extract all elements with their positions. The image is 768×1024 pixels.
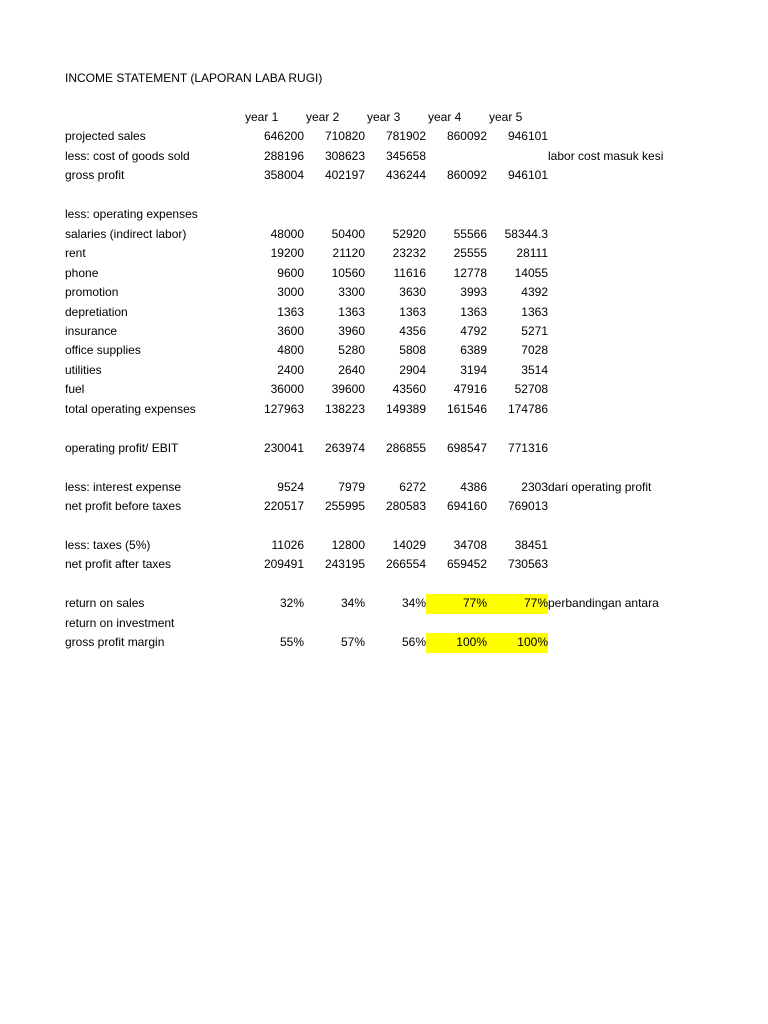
value-cell[interactable]: 946101 <box>507 168 548 183</box>
value-cell[interactable]: 6389 <box>460 343 487 358</box>
table-row <box>0 244 768 264</box>
value-cell[interactable]: 34708 <box>453 537 487 552</box>
value-cell[interactable]: 3630 <box>399 285 426 300</box>
header-row <box>0 108 768 128</box>
value-cell[interactable]: 769013 <box>507 499 548 513</box>
row-label: less: interest expense <box>65 479 182 494</box>
value-cell[interactable]: 161546 <box>446 401 487 416</box>
table-row <box>0 264 768 284</box>
value-cell[interactable]: 25555 <box>453 246 487 261</box>
table-row <box>0 166 768 186</box>
table-row <box>0 536 768 556</box>
row-label: total operating expenses <box>65 401 196 416</box>
row-label: fuel <box>65 382 85 397</box>
value-cell[interactable]: 7979 <box>338 479 365 494</box>
value-cell[interactable]: 946101 <box>507 129 548 144</box>
value-cell[interactable]: 12778 <box>453 265 487 280</box>
value-cell[interactable] <box>487 614 548 634</box>
value-cell[interactable]: 28111 <box>516 246 548 261</box>
table-row <box>0 225 768 245</box>
table-row <box>0 186 768 206</box>
row-label: phone <box>65 265 99 280</box>
row-label: return on sales <box>65 596 145 611</box>
value-cell[interactable]: 77% <box>426 594 487 614</box>
value-cell[interactable]: 10560 <box>331 265 365 280</box>
value-cell[interactable] <box>243 614 304 634</box>
row-label: projected sales <box>65 129 146 144</box>
value-cell[interactable]: 3300 <box>338 285 365 300</box>
value-cell[interactable]: 52708 <box>514 382 548 397</box>
value-cell[interactable]: 2303 <box>521 479 548 494</box>
table-row <box>0 380 768 400</box>
value-cell[interactable] <box>487 516 548 536</box>
table-row <box>0 614 768 634</box>
value-cell[interactable]: 730563 <box>507 557 548 572</box>
row-label: utilities <box>65 362 102 377</box>
table-row <box>0 458 768 478</box>
table-row <box>0 439 768 459</box>
value-cell[interactable]: 100% <box>487 633 548 653</box>
row-label: less: cost of goods sold <box>65 148 190 163</box>
value-cell[interactable]: 3960 <box>338 323 365 338</box>
value-cell[interactable]: 32% <box>279 596 304 611</box>
row-label: insurance <box>65 323 118 338</box>
table-row <box>0 127 768 147</box>
column-header[interactable]: year 5 <box>489 110 523 124</box>
value-cell[interactable] <box>487 458 548 478</box>
value-cell[interactable] <box>304 458 365 478</box>
value-cell[interactable] <box>487 575 548 595</box>
value-cell[interactable]: 280583 <box>385 499 426 513</box>
value-cell[interactable]: 21120 <box>332 246 365 261</box>
value-cell[interactable]: 266554 <box>385 557 426 572</box>
value-cell[interactable]: 436244 <box>385 168 426 183</box>
value-cell[interactable] <box>243 186 304 206</box>
value-cell[interactable]: 47916 <box>453 382 487 397</box>
value-cell[interactable] <box>365 458 426 478</box>
value-cell[interactable]: 3514 <box>521 362 548 377</box>
row-label: less: operating expenses <box>65 207 198 222</box>
row-label: rent <box>65 246 86 261</box>
value-cell[interactable]: 14029 <box>392 537 426 552</box>
value-cell[interactable]: 1363 <box>460 304 487 319</box>
value-cell[interactable]: 3993 <box>460 285 487 300</box>
value-cell[interactable]: 56% <box>401 635 426 650</box>
value-cell[interactable]: 3600 <box>277 323 304 338</box>
side-note: labor cost masuk kesi <box>548 148 664 163</box>
value-cell[interactable]: 38451 <box>514 537 548 552</box>
table-row <box>0 419 768 439</box>
value-cell[interactable] <box>304 516 365 536</box>
value-cell[interactable]: 646200 <box>263 129 304 144</box>
value-cell[interactable] <box>365 516 426 536</box>
value-cell[interactable] <box>426 205 487 225</box>
value-cell[interactable]: 19200 <box>270 246 304 261</box>
value-cell[interactable]: 6272 <box>399 479 426 494</box>
value-cell[interactable]: 3000 <box>277 285 304 300</box>
table-row <box>0 205 768 225</box>
value-cell[interactable]: 288196 <box>263 148 304 163</box>
value-cell[interactable]: 220517 <box>263 499 304 513</box>
value-cell[interactable]: 149389 <box>385 401 426 416</box>
row-label: depretiation <box>65 304 128 319</box>
value-cell[interactable]: 860092 <box>446 168 487 183</box>
table-row <box>0 575 768 595</box>
value-cell[interactable]: 11616 <box>393 265 426 280</box>
value-cell[interactable] <box>365 186 426 206</box>
value-cell[interactable] <box>487 205 548 225</box>
value-cell[interactable]: 4392 <box>521 285 548 300</box>
value-cell[interactable]: 781902 <box>385 129 426 144</box>
value-cell[interactable]: 55566 <box>453 226 487 241</box>
value-cell[interactable]: 34% <box>401 596 426 611</box>
value-cell[interactable] <box>487 419 548 439</box>
row-label: less: taxes (5%) <box>65 537 151 552</box>
table-row <box>0 555 768 575</box>
value-cell[interactable]: 3194 <box>460 362 487 377</box>
value-cell[interactable] <box>426 516 487 536</box>
value-cell[interactable] <box>487 186 548 206</box>
value-cell[interactable]: 308623 <box>324 148 365 163</box>
value-cell[interactable]: 77% <box>487 594 548 614</box>
value-cell[interactable] <box>426 614 487 634</box>
value-cell[interactable]: 23232 <box>392 246 426 261</box>
row-label: return on investment <box>65 615 175 630</box>
value-cell[interactable]: 659452 <box>446 557 487 572</box>
value-cell[interactable]: 2400 <box>277 362 304 377</box>
value-cell[interactable]: 2640 <box>338 362 365 377</box>
value-cell[interactable] <box>426 575 487 595</box>
value-cell[interactable] <box>365 575 426 595</box>
value-cell[interactable] <box>487 147 548 167</box>
value-cell[interactable]: 286855 <box>385 440 426 455</box>
value-cell[interactable]: 710820 <box>324 129 365 144</box>
table-row <box>0 303 768 323</box>
value-cell[interactable]: 860092 <box>446 129 487 144</box>
row-label: operating profit/ EBIT <box>65 440 179 455</box>
value-cell[interactable] <box>243 419 304 439</box>
value-cell[interactable]: 209491 <box>263 557 304 572</box>
value-cell[interactable]: 5271 <box>521 323 548 338</box>
value-cell[interactable] <box>304 575 365 595</box>
value-cell[interactable] <box>304 614 365 634</box>
value-cell[interactable]: 255995 <box>324 499 365 513</box>
table-row <box>0 361 768 381</box>
value-cell[interactable] <box>365 614 426 634</box>
value-cell[interactable]: 11026 <box>271 537 304 552</box>
value-cell[interactable]: 1363 <box>277 304 304 319</box>
value-cell[interactable]: 55% <box>279 635 304 650</box>
column-header[interactable]: year 1 <box>245 110 279 124</box>
value-cell[interactable]: 9600 <box>277 265 304 280</box>
row-label: promotion <box>65 285 119 300</box>
table-row <box>0 283 768 303</box>
value-cell[interactable]: 57% <box>340 635 365 650</box>
value-cell[interactable]: 5808 <box>399 343 426 358</box>
value-cell[interactable]: 14055 <box>514 265 548 280</box>
value-cell[interactable]: 230041 <box>263 440 304 455</box>
value-cell[interactable]: 243195 <box>324 557 365 572</box>
value-cell[interactable] <box>426 186 487 206</box>
value-cell[interactable]: 100% <box>426 633 487 653</box>
column-header[interactable]: year 2 <box>306 110 340 124</box>
value-cell[interactable] <box>243 458 304 478</box>
value-cell[interactable] <box>304 186 365 206</box>
table-row <box>0 147 768 167</box>
value-cell[interactable]: 7028 <box>521 343 548 358</box>
column-header[interactable]: year 4 <box>428 110 462 124</box>
value-cell[interactable]: 1363 <box>338 304 365 319</box>
value-cell[interactable] <box>243 516 304 536</box>
value-cell[interactable]: 12800 <box>331 537 365 552</box>
table-row <box>0 341 768 361</box>
value-cell[interactable]: 174786 <box>507 401 548 416</box>
value-cell[interactable] <box>304 419 365 439</box>
table-row <box>0 633 768 653</box>
value-cell[interactable]: 694160 <box>446 499 487 513</box>
table-row <box>0 497 768 517</box>
row-label: net profit after taxes <box>65 557 172 572</box>
value-cell[interactable] <box>365 419 426 439</box>
table-row <box>0 400 768 420</box>
value-cell[interactable]: 52920 <box>392 226 426 241</box>
row-label: gross profit margin <box>65 635 165 650</box>
value-cell[interactable]: 36000 <box>270 382 304 397</box>
value-cell[interactable]: 58344.3 <box>504 226 548 241</box>
value-cell[interactable] <box>243 575 304 595</box>
value-cell[interactable] <box>426 419 487 439</box>
value-cell[interactable]: 698547 <box>446 440 487 455</box>
value-cell[interactable]: 4800 <box>277 343 304 358</box>
value-cell[interactable]: 9524 <box>277 479 304 494</box>
row-label: salaries (indirect labor) <box>65 226 187 241</box>
value-cell[interactable]: 263974 <box>324 440 365 455</box>
row-label: net profit before taxes <box>65 499 182 513</box>
table-row <box>0 322 768 342</box>
value-cell[interactable]: 1363 <box>399 304 426 319</box>
value-cell[interactable] <box>426 458 487 478</box>
value-cell[interactable]: 48000 <box>270 226 304 241</box>
row-label: office supplies <box>65 343 141 358</box>
side-note: perbandingan antara <box>548 596 659 611</box>
value-cell[interactable]: 43560 <box>392 382 426 397</box>
column-header[interactable]: year 3 <box>367 110 401 124</box>
value-cell[interactable]: 50400 <box>331 226 365 241</box>
side-note: dari operating profit <box>548 479 652 494</box>
sheet-title: INCOME STATEMENT (LAPORAN LABA RUGI) <box>65 71 323 85</box>
value-cell[interactable]: 4386 <box>460 479 487 494</box>
value-cell[interactable]: 34% <box>340 596 365 611</box>
value-cell[interactable]: 2904 <box>399 362 426 377</box>
value-cell[interactable]: 39600 <box>331 382 365 397</box>
value-cell[interactable]: 771316 <box>507 440 548 455</box>
table-row <box>0 594 768 614</box>
row-label: gross profit <box>65 168 125 183</box>
value-cell[interactable]: 358004 <box>263 168 304 183</box>
table-row <box>0 516 768 536</box>
value-cell[interactable]: 4792 <box>460 323 487 338</box>
value-cell[interactable] <box>365 205 426 225</box>
value-cell[interactable]: 138223 <box>324 401 365 416</box>
value-cell[interactable]: 1363 <box>521 304 548 319</box>
value-cell[interactable]: 345658 <box>385 148 426 163</box>
value-cell[interactable]: 402197 <box>324 168 365 183</box>
value-cell[interactable] <box>426 147 487 167</box>
value-cell[interactable]: 127963 <box>263 401 304 416</box>
table-row <box>0 478 768 498</box>
value-cell[interactable] <box>243 205 304 225</box>
value-cell[interactable] <box>304 205 365 225</box>
value-cell[interactable]: 4356 <box>399 323 426 338</box>
value-cell[interactable]: 5280 <box>338 343 365 358</box>
